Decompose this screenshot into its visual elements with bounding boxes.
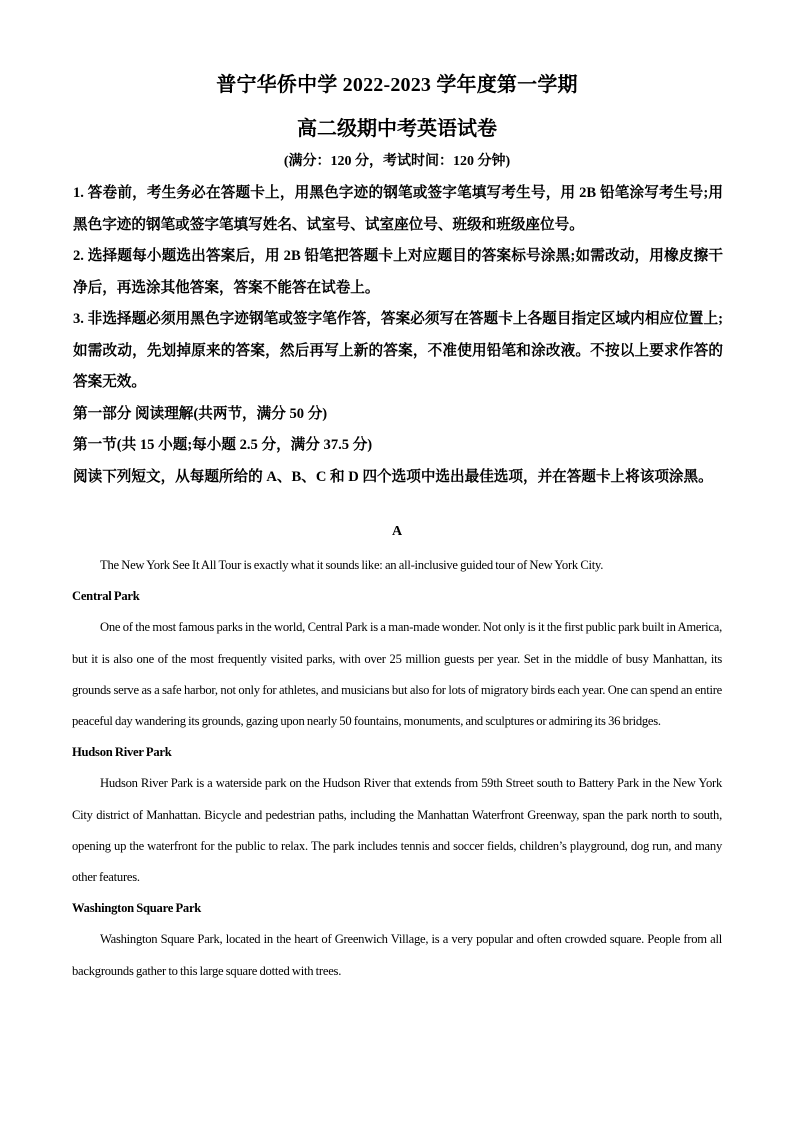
instruction-item-1: 1. 答卷前，考生务必在答题卡上，用黑色字迹的钢笔或签字笔填写考生号，用 2B 铅笔涂写考生号;用黑色字迹的钢笔或签字笔填写姓名、试室号、试室座位号、班级和班级座位号。	[73, 185, 723, 233]
part-one-heading: 第一部分 阅读理解(共两节，满分 50 分)	[73, 405, 328, 422]
reading-directions: 阅读下列短文，从每题所给的 A、B、C 和 D 四个选项中选出最佳选项，并在答题卡上将该项涂黑。	[73, 468, 713, 485]
park-text-central: One of the most famous parks in the world, Central Park is a man-made wonder. Not only is it the first public park built in America, but it is also one of the most frequently visited parks, with over 25 million guests per year. Set in the middle of busy Manhattan, its grounds serve as a safe harbor, not only for athletes, and musicians but also for lots of migratory birds each year. One can spend an entire peaceful day wandering its grounds, gazing upon nearly 50 fountains, monuments, and sculptures or admiring its 36 bridges.	[72, 620, 722, 729]
park-heading-hudson: Hudson River Park	[72, 745, 172, 760]
passage-label: A	[391, 524, 403, 539]
exam-title-subject: 高二级期中考英语试卷	[297, 118, 497, 140]
park-heading-washington: Washington Square Park	[72, 901, 202, 916]
instruction-item-2: 2. 选择题每小题选出答案后，用 2B 铅笔把答题卡上对应题目的答案标号涂黑;如需改动，用橡皮擦干净后，再选涂其他答案，答案不能答在试卷上。	[73, 248, 723, 296]
instruction-item-3: 3. 非选择题必须用黑色字迹钢笔或签字笔作答，答案必须写在答题卡上各题目指定区域内相应位置上;如需改动，先划掉原来的答案，然后再写上新的答案，不准使用铅笔和涂改液。不按以上要求作答的答案无效。	[73, 311, 723, 390]
park-heading-central: Central Park	[72, 589, 140, 604]
exam-title-school: 普宁华侨中学 2022-2023 学年度第一学期	[216, 74, 578, 96]
park-text-washington: Washington Square Park, located in the heart of Greenwich Village, is a very popular and often crowded square. People from all backgrounds gather to this large square dotted with trees.	[72, 932, 722, 978]
park-text-hudson: Hudson River Park is a waterside park on the Hudson River that extends from 59th Street south to Battery Park in the New York City district of Manhattan. Bicycle and pedestrian paths, including the Manhattan Waterfront Greenway, span the park north to south, opening up the waterfront for the public to relax. The park includes tennis and soccer fields, children’s playground, dog run, and many other features.	[72, 776, 722, 885]
reading-passage	[72, 550, 722, 987]
section-one-heading: 第一节(共 15 小题;每小题 2.5 分，满分 37.5 分)	[73, 437, 373, 453]
passage-intro: The New York See It All Tour is exactly what it sounds like: an all-inclusive guided tour of New York City.	[100, 558, 604, 572]
exam-instructions	[73, 178, 723, 493]
exam-score-time: (满分：120 分，考试时间：120 分钟)	[283, 154, 511, 169]
